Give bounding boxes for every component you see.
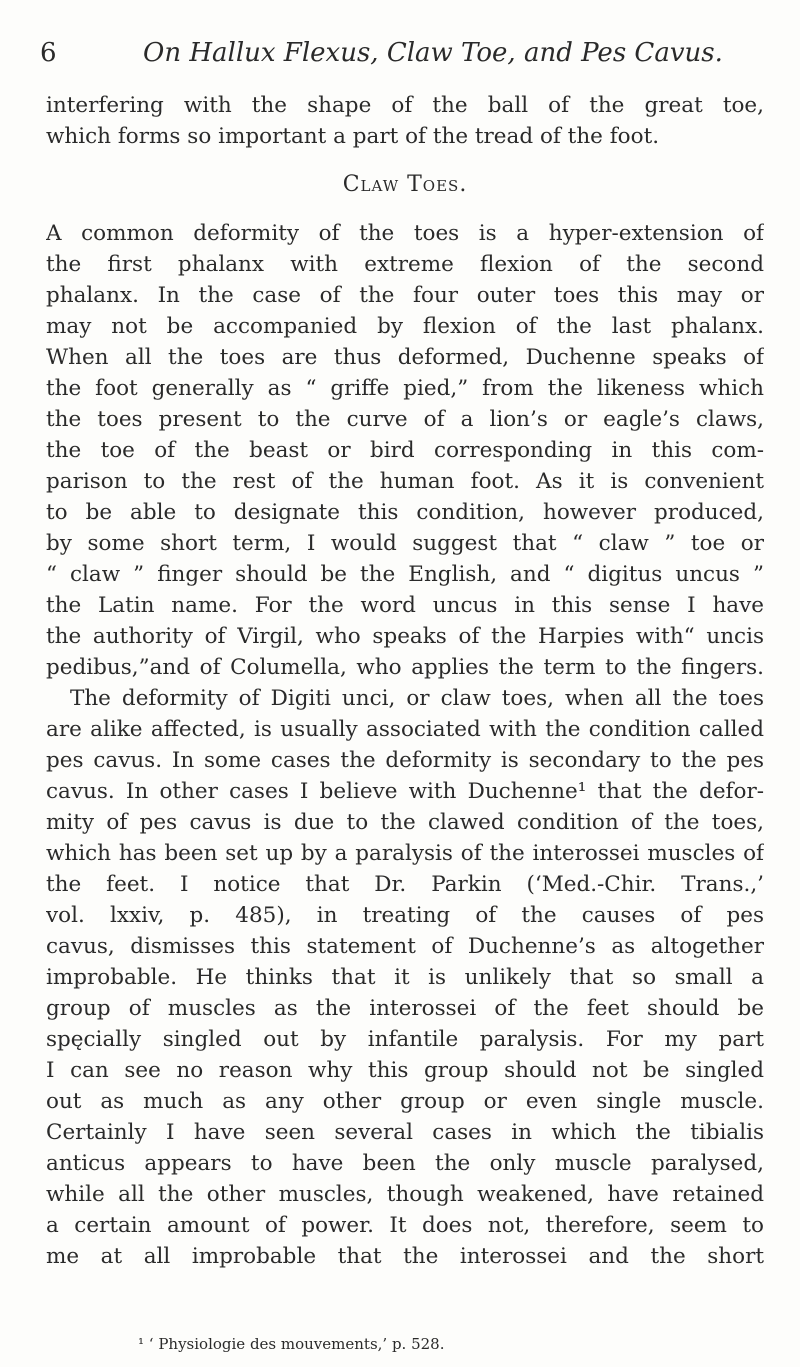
text-line: “ claw ” finger should be the English, and “ digitus uncus ” [46,562,764,587]
text-line: by some short term, I would suggest that “ claw ” toe or [46,531,764,556]
paragraph-3 [46,683,764,1272]
text-line: pedibus,”and of Columella, who applies the term to the fingers. [46,655,764,680]
text-line: the feet. I notice that Dr. Parkin (‘Med.-Chir. Trans.,’ [46,872,764,897]
text-line: out as much as any other group or even single muscle. [46,1089,764,1114]
text-line: improbable. He thinks that it is unlikely that so small a [46,965,764,990]
text-line: parison to the rest of the human foot. As it is convenient [46,469,764,494]
text-line: a certain amount of power. It does not, therefore, seem to [46,1213,764,1238]
page-number: 6 [40,38,57,68]
text-line: Certainly I have seen several cases in which the tibialis [46,1120,764,1145]
text-line: me at all improbable that the interossei and the short [46,1244,764,1269]
text-line: to be able to designate this condition, however produced, [46,500,764,525]
text-line: the foot generally as “ griffe pied,” from the likeness which [46,376,764,401]
section-heading: Claw Toes. [342,172,468,197]
text-line: the Latin name. For the word uncus in this sense I have [46,593,764,618]
running-head [40,38,770,78]
text-line: spęcially singled out by infantile paralysis. For my part [46,1027,764,1052]
text-line: phalanx. In the case of the four outer toes this may or [46,283,764,308]
text-line: interfering with the shape of the ball of the great toe, [46,93,764,118]
text-line: may not be accompanied by flexion of the last phalanx. [46,314,764,339]
text-line: When all the toes are thus deformed, Duchenne speaks of [46,345,764,370]
text-line: the authority of Virgil, who speaks of the Harpies with“ uncis [46,624,764,649]
text-line: which forms so important a part of the tread of the foot. [46,124,660,149]
paragraph-2 [46,218,764,683]
text-line: the first phalanx with extreme flexion of the second [46,252,764,277]
text-line: which has been set up by a paralysis of the interossei muscles of [46,841,764,866]
text-line: while all the other muscles, though weakened, have retained [46,1182,764,1207]
text-line: I can see no reason why this group should not be singled [46,1058,764,1083]
text-line: A common deformity of the toes is a hyper-extension of [46,221,764,246]
text-line: cavus, dismisses this statement of Duchenne’s as altogether [46,934,764,959]
text-line: pes cavus. In some cases the deformity is secondary to the pes [46,748,764,773]
text-line: cavus. In other cases I believe with Duchenne¹ that the defor- [46,779,764,804]
running-title: On Hallux Flexus, Claw Toe, and Pes Cavus. [143,38,723,68]
text-line: vol. lxxiv, p. 485), in treating of the causes of pes [46,903,764,928]
text-line: the toe of the beast or bird corresponding in this com- [46,438,764,463]
text-line: mity of pes cavus is due to the clawed condition of the toes, [46,810,764,835]
paragraph-1 [46,90,764,152]
text-line: group of muscles as the interossei of the feet should be [46,996,764,1021]
body-text [46,90,764,1272]
text-line: are alike affected, is usually associated with the condition called [46,717,764,742]
text-line: the toes present to the curve of a lion’s or eagle’s claws, [46,407,764,432]
text-line: anticus appears to have been the only muscle paralysed, [46,1151,764,1176]
text-line: The deformity of Digiti unci, or claw toes, when all the toes [70,686,764,711]
footnote: ¹ ‘ Physiologie des mouvements,’ p. 528. [138,1335,445,1353]
